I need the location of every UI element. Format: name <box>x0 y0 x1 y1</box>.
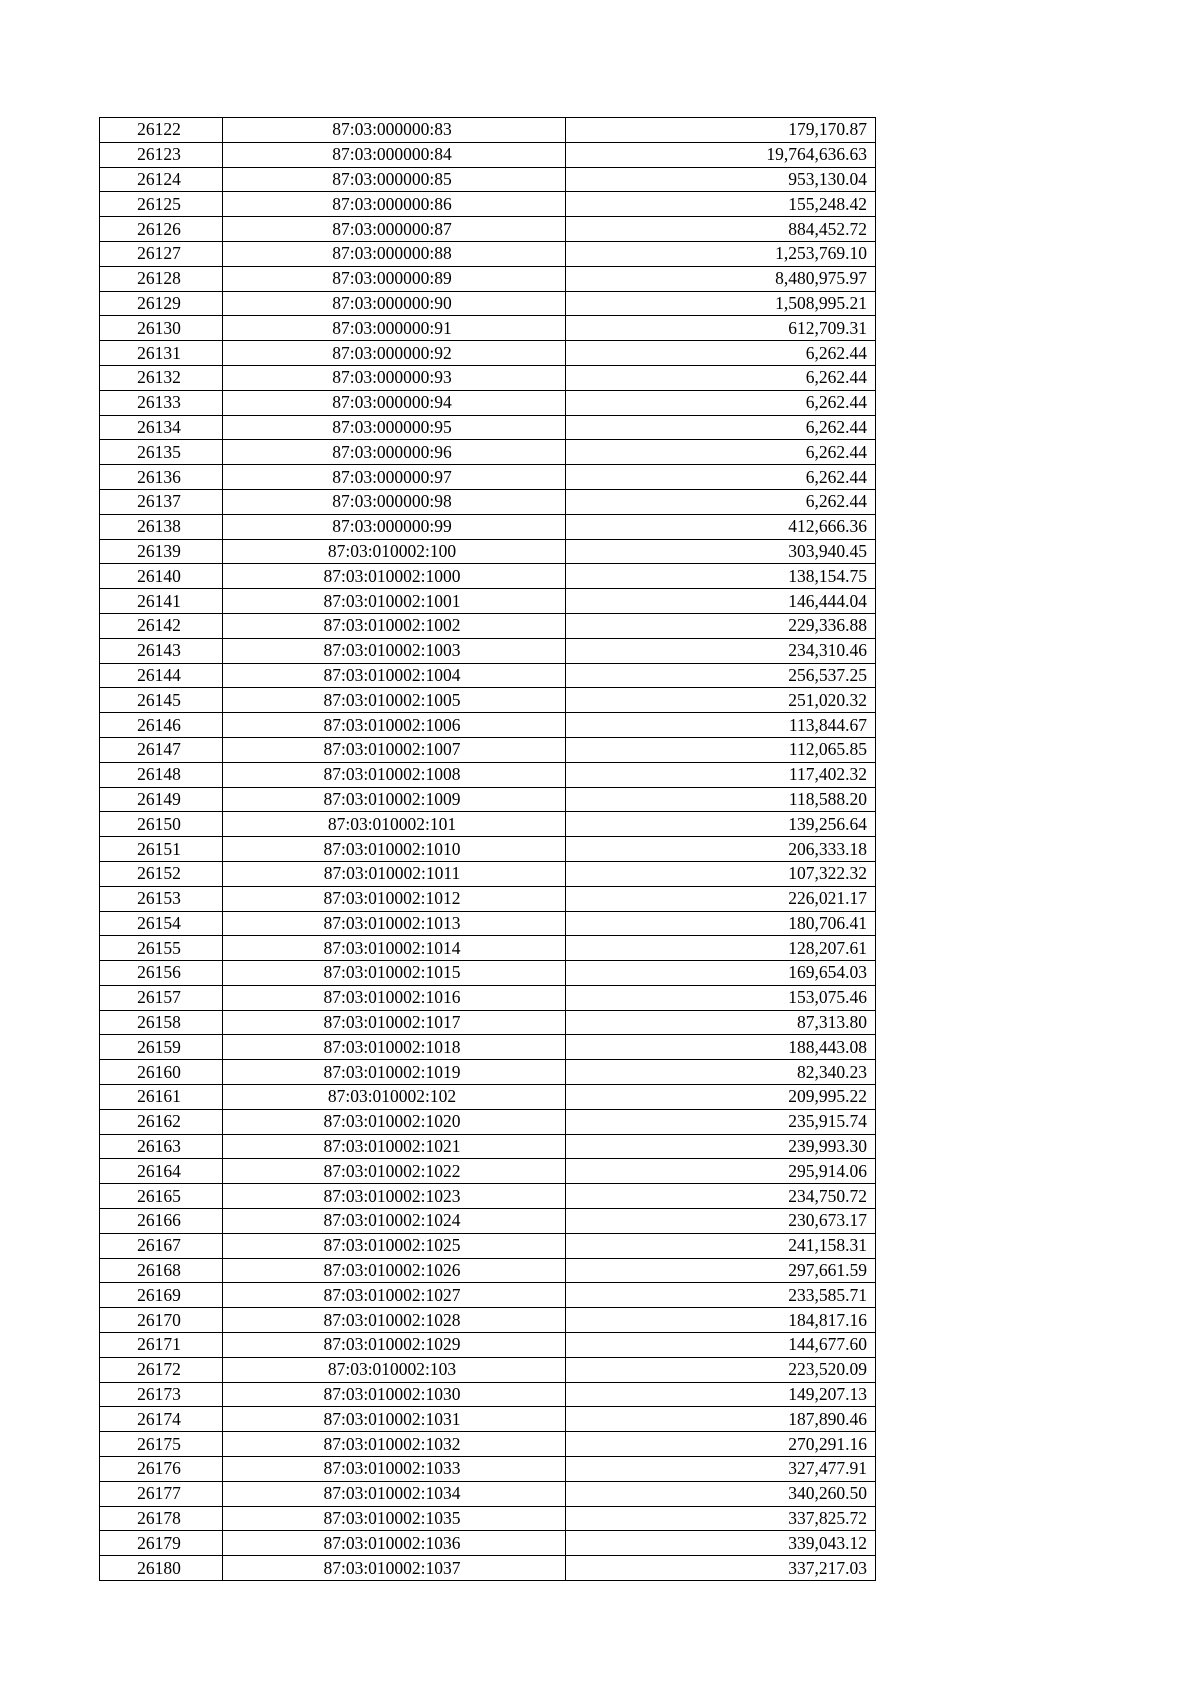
value-cell: 153,075.46 <box>566 985 876 1010</box>
row-number-cell: 26171 <box>100 1333 223 1358</box>
table-row <box>100 1258 876 1283</box>
value-cell: 6,262.44 <box>566 489 876 514</box>
row-number-cell: 26149 <box>100 787 223 812</box>
table-row <box>100 663 876 688</box>
table-row <box>100 564 876 589</box>
row-number-cell: 26138 <box>100 514 223 539</box>
table-row <box>100 365 876 390</box>
table-row <box>100 1060 876 1085</box>
cadastral-number-cell: 87:03:000000:94 <box>223 390 566 415</box>
row-number-cell: 26176 <box>100 1457 223 1482</box>
value-cell: 234,310.46 <box>566 638 876 663</box>
table-row <box>100 291 876 316</box>
value-cell: 19,764,636.63 <box>566 142 876 167</box>
table-row <box>100 985 876 1010</box>
value-cell: 187,890.46 <box>566 1407 876 1432</box>
row-number-cell: 26153 <box>100 886 223 911</box>
row-number-cell: 26157 <box>100 985 223 1010</box>
table-row <box>100 1085 876 1110</box>
row-number-cell: 26141 <box>100 589 223 614</box>
value-cell: 82,340.23 <box>566 1060 876 1085</box>
row-number-cell: 26178 <box>100 1506 223 1531</box>
table-row <box>100 837 876 862</box>
table-row <box>100 1010 876 1035</box>
row-number-cell: 26155 <box>100 936 223 961</box>
cadastral-number-cell: 87:03:000000:93 <box>223 365 566 390</box>
table-row <box>100 192 876 217</box>
cadastral-number-cell: 87:03:010002:1026 <box>223 1258 566 1283</box>
value-cell: 1,508,995.21 <box>566 291 876 316</box>
row-number-cell: 26140 <box>100 564 223 589</box>
value-cell: 6,262.44 <box>566 440 876 465</box>
table-row <box>100 613 876 638</box>
value-cell: 337,825.72 <box>566 1506 876 1531</box>
row-number-cell: 26179 <box>100 1531 223 1556</box>
cadastral-number-cell: 87:03:010002:1012 <box>223 886 566 911</box>
table-row <box>100 341 876 366</box>
cadastral-number-cell: 87:03:010002:1015 <box>223 961 566 986</box>
value-cell: 295,914.06 <box>566 1159 876 1184</box>
row-number-cell: 26146 <box>100 713 223 738</box>
row-number-cell: 26137 <box>100 489 223 514</box>
cadastral-number-cell: 87:03:000000:88 <box>223 241 566 266</box>
cadastral-number-cell: 87:03:000000:90 <box>223 291 566 316</box>
row-number-cell: 26130 <box>100 316 223 341</box>
cadastral-number-cell: 87:03:000000:89 <box>223 266 566 291</box>
value-cell: 235,915.74 <box>566 1109 876 1134</box>
table-row <box>100 886 876 911</box>
table-row <box>100 1432 876 1457</box>
value-cell: 233,585.71 <box>566 1283 876 1308</box>
row-number-cell: 26131 <box>100 341 223 366</box>
table-row <box>100 861 876 886</box>
cadastral-number-cell: 87:03:010002:101 <box>223 812 566 837</box>
table-row <box>100 589 876 614</box>
row-number-cell: 26152 <box>100 861 223 886</box>
cadastral-number-cell: 87:03:010002:1018 <box>223 1035 566 1060</box>
table-row <box>100 1481 876 1506</box>
cadastral-number-cell: 87:03:010002:1023 <box>223 1184 566 1209</box>
cadastral-number-cell: 87:03:010002:1013 <box>223 911 566 936</box>
value-cell: 234,750.72 <box>566 1184 876 1209</box>
value-cell: 6,262.44 <box>566 390 876 415</box>
table-row <box>100 415 876 440</box>
cadastral-number-cell: 87:03:000000:96 <box>223 440 566 465</box>
row-number-cell: 26160 <box>100 1060 223 1085</box>
table-row <box>100 1109 876 1134</box>
cadastral-number-cell: 87:03:010002:1036 <box>223 1531 566 1556</box>
cadastral-number-cell: 87:03:000000:95 <box>223 415 566 440</box>
value-cell: 117,402.32 <box>566 762 876 787</box>
row-number-cell: 26122 <box>100 118 223 143</box>
table-row <box>100 1333 876 1358</box>
row-number-cell: 26135 <box>100 440 223 465</box>
value-cell: 270,291.16 <box>566 1432 876 1457</box>
cadastral-number-cell: 87:03:010002:1021 <box>223 1134 566 1159</box>
value-cell: 209,995.22 <box>566 1085 876 1110</box>
value-cell: 138,154.75 <box>566 564 876 589</box>
cadastral-number-cell: 87:03:010002:1030 <box>223 1382 566 1407</box>
value-cell: 128,207.61 <box>566 936 876 961</box>
table-row <box>100 1531 876 1556</box>
value-cell: 229,336.88 <box>566 613 876 638</box>
table-row <box>100 1209 876 1234</box>
row-number-cell: 26166 <box>100 1209 223 1234</box>
cadastral-number-cell: 87:03:000000:87 <box>223 217 566 242</box>
table-row <box>100 217 876 242</box>
row-number-cell: 26167 <box>100 1233 223 1258</box>
value-cell: 144,677.60 <box>566 1333 876 1358</box>
cadastral-number-cell: 87:03:010002:1027 <box>223 1283 566 1308</box>
value-cell: 113,844.67 <box>566 713 876 738</box>
cadastral-number-cell: 87:03:010002:1020 <box>223 1109 566 1134</box>
cadastral-number-cell: 87:03:010002:1025 <box>223 1233 566 1258</box>
row-number-cell: 26161 <box>100 1085 223 1110</box>
value-cell: 206,333.18 <box>566 837 876 862</box>
cadastral-number-cell: 87:03:010002:1014 <box>223 936 566 961</box>
value-cell: 612,709.31 <box>566 316 876 341</box>
row-number-cell: 26142 <box>100 613 223 638</box>
value-cell: 146,444.04 <box>566 589 876 614</box>
row-number-cell: 26127 <box>100 241 223 266</box>
row-number-cell: 26124 <box>100 167 223 192</box>
value-cell: 251,020.32 <box>566 688 876 713</box>
value-cell: 107,322.32 <box>566 861 876 886</box>
row-number-cell: 26169 <box>100 1283 223 1308</box>
cadastral-number-cell: 87:03:010002:1003 <box>223 638 566 663</box>
table-row <box>100 1283 876 1308</box>
table-row <box>100 1184 876 1209</box>
value-cell: 6,262.44 <box>566 365 876 390</box>
row-number-cell: 26164 <box>100 1159 223 1184</box>
table-row <box>100 812 876 837</box>
value-cell: 327,477.91 <box>566 1457 876 1482</box>
table-row <box>100 489 876 514</box>
value-cell: 337,217.03 <box>566 1556 876 1581</box>
row-number-cell: 26148 <box>100 762 223 787</box>
table-row <box>100 514 876 539</box>
cadastral-number-cell: 87:03:010002:1032 <box>223 1432 566 1457</box>
row-number-cell: 26180 <box>100 1556 223 1581</box>
table-row <box>100 688 876 713</box>
value-cell: 226,021.17 <box>566 886 876 911</box>
row-number-cell: 26126 <box>100 217 223 242</box>
table-row <box>100 1407 876 1432</box>
row-number-cell: 26158 <box>100 1010 223 1035</box>
cadastral-number-cell: 87:03:010002:1028 <box>223 1308 566 1333</box>
row-number-cell: 26150 <box>100 812 223 837</box>
table-row <box>100 638 876 663</box>
row-number-cell: 26129 <box>100 291 223 316</box>
table-row <box>100 167 876 192</box>
cadastral-number-cell: 87:03:010002:1024 <box>223 1209 566 1234</box>
row-number-cell: 26125 <box>100 192 223 217</box>
row-number-cell: 26145 <box>100 688 223 713</box>
row-number-cell: 26162 <box>100 1109 223 1134</box>
value-cell: 303,940.45 <box>566 539 876 564</box>
row-number-cell: 26151 <box>100 837 223 862</box>
cadastral-value-table <box>99 117 876 1581</box>
value-cell: 188,443.08 <box>566 1035 876 1060</box>
table-row <box>100 1134 876 1159</box>
value-cell: 241,158.31 <box>566 1233 876 1258</box>
value-cell: 340,260.50 <box>566 1481 876 1506</box>
value-cell: 6,262.44 <box>566 415 876 440</box>
cadastral-number-cell: 87:03:010002:103 <box>223 1357 566 1382</box>
value-cell: 149,207.13 <box>566 1382 876 1407</box>
row-number-cell: 26159 <box>100 1035 223 1060</box>
cadastral-number-cell: 87:03:010002:1002 <box>223 613 566 638</box>
value-cell: 112,065.85 <box>566 737 876 762</box>
table-row <box>100 1457 876 1482</box>
table-body <box>100 118 876 1581</box>
row-number-cell: 26132 <box>100 365 223 390</box>
value-cell: 6,262.44 <box>566 465 876 490</box>
row-number-cell: 26156 <box>100 961 223 986</box>
cadastral-number-cell: 87:03:010002:1009 <box>223 787 566 812</box>
row-number-cell: 26136 <box>100 465 223 490</box>
value-cell: 953,130.04 <box>566 167 876 192</box>
cadastral-number-cell: 87:03:010002:102 <box>223 1085 566 1110</box>
cadastral-number-cell: 87:03:000000:98 <box>223 489 566 514</box>
table-row <box>100 465 876 490</box>
value-cell: 118,588.20 <box>566 787 876 812</box>
table-row <box>100 316 876 341</box>
row-number-cell: 26154 <box>100 911 223 936</box>
table-row <box>100 142 876 167</box>
table-row <box>100 1506 876 1531</box>
cadastral-number-cell: 87:03:010002:1037 <box>223 1556 566 1581</box>
table-row <box>100 440 876 465</box>
value-cell: 230,673.17 <box>566 1209 876 1234</box>
cadastral-number-cell: 87:03:000000:99 <box>223 514 566 539</box>
table-row <box>100 266 876 291</box>
row-number-cell: 26177 <box>100 1481 223 1506</box>
row-number-cell: 26172 <box>100 1357 223 1382</box>
cadastral-number-cell: 87:03:010002:1034 <box>223 1481 566 1506</box>
cadastral-number-cell: 87:03:010002:1033 <box>223 1457 566 1482</box>
cadastral-number-cell: 87:03:010002:1017 <box>223 1010 566 1035</box>
value-cell: 179,170.87 <box>566 118 876 143</box>
table-row <box>100 1035 876 1060</box>
value-cell: 180,706.41 <box>566 911 876 936</box>
cadastral-number-cell: 87:03:010002:1016 <box>223 985 566 1010</box>
row-number-cell: 26144 <box>100 663 223 688</box>
table-row <box>100 1233 876 1258</box>
cadastral-number-cell: 87:03:010002:1011 <box>223 861 566 886</box>
row-number-cell: 26168 <box>100 1258 223 1283</box>
cadastral-number-cell: 87:03:010002:1000 <box>223 564 566 589</box>
value-cell: 6,262.44 <box>566 341 876 366</box>
cadastral-number-cell: 87:03:010002:1035 <box>223 1506 566 1531</box>
table-row <box>100 911 876 936</box>
table-row <box>100 1308 876 1333</box>
table-row <box>100 1357 876 1382</box>
row-number-cell: 26147 <box>100 737 223 762</box>
value-cell: 884,452.72 <box>566 217 876 242</box>
value-cell: 256,537.25 <box>566 663 876 688</box>
table-row <box>100 539 876 564</box>
value-cell: 155,248.42 <box>566 192 876 217</box>
cadastral-number-cell: 87:03:000000:85 <box>223 167 566 192</box>
row-number-cell: 26139 <box>100 539 223 564</box>
table-row <box>100 1159 876 1184</box>
row-number-cell: 26128 <box>100 266 223 291</box>
table-row <box>100 1556 876 1581</box>
cadastral-number-cell: 87:03:000000:83 <box>223 118 566 143</box>
cadastral-number-cell: 87:03:010002:1008 <box>223 762 566 787</box>
row-number-cell: 26174 <box>100 1407 223 1432</box>
cadastral-number-cell: 87:03:010002:1022 <box>223 1159 566 1184</box>
value-cell: 297,661.59 <box>566 1258 876 1283</box>
cadastral-number-cell: 87:03:010002:1010 <box>223 837 566 862</box>
value-cell: 184,817.16 <box>566 1308 876 1333</box>
table-row <box>100 1382 876 1407</box>
cadastral-number-cell: 87:03:000000:86 <box>223 192 566 217</box>
table-row <box>100 390 876 415</box>
value-cell: 169,654.03 <box>566 961 876 986</box>
row-number-cell: 26134 <box>100 415 223 440</box>
value-cell: 87,313.80 <box>566 1010 876 1035</box>
value-cell: 139,256.64 <box>566 812 876 837</box>
row-number-cell: 26173 <box>100 1382 223 1407</box>
cadastral-number-cell: 87:03:010002:1001 <box>223 589 566 614</box>
cadastral-number-cell: 87:03:010002:1005 <box>223 688 566 713</box>
cadastral-number-cell: 87:03:010002:1006 <box>223 713 566 738</box>
value-cell: 339,043.12 <box>566 1531 876 1556</box>
cadastral-number-cell: 87:03:010002:1029 <box>223 1333 566 1358</box>
row-number-cell: 26165 <box>100 1184 223 1209</box>
row-number-cell: 26133 <box>100 390 223 415</box>
cadastral-number-cell: 87:03:000000:92 <box>223 341 566 366</box>
value-cell: 1,253,769.10 <box>566 241 876 266</box>
table-row <box>100 762 876 787</box>
table-row <box>100 118 876 143</box>
cadastral-number-cell: 87:03:010002:1007 <box>223 737 566 762</box>
table-row <box>100 961 876 986</box>
value-cell: 8,480,975.97 <box>566 266 876 291</box>
cadastral-number-cell: 87:03:010002:100 <box>223 539 566 564</box>
row-number-cell: 26175 <box>100 1432 223 1457</box>
value-cell: 239,993.30 <box>566 1134 876 1159</box>
value-cell: 223,520.09 <box>566 1357 876 1382</box>
cadastral-number-cell: 87:03:000000:84 <box>223 142 566 167</box>
row-number-cell: 26123 <box>100 142 223 167</box>
row-number-cell: 26170 <box>100 1308 223 1333</box>
row-number-cell: 26163 <box>100 1134 223 1159</box>
table-row <box>100 737 876 762</box>
cadastral-number-cell: 87:03:000000:97 <box>223 465 566 490</box>
table-row <box>100 787 876 812</box>
table-row <box>100 936 876 961</box>
cadastral-number-cell: 87:03:010002:1031 <box>223 1407 566 1432</box>
cadastral-number-cell: 87:03:000000:91 <box>223 316 566 341</box>
table-row <box>100 713 876 738</box>
table-row <box>100 241 876 266</box>
value-cell: 412,666.36 <box>566 514 876 539</box>
row-number-cell: 26143 <box>100 638 223 663</box>
cadastral-number-cell: 87:03:010002:1019 <box>223 1060 566 1085</box>
cadastral-number-cell: 87:03:010002:1004 <box>223 663 566 688</box>
